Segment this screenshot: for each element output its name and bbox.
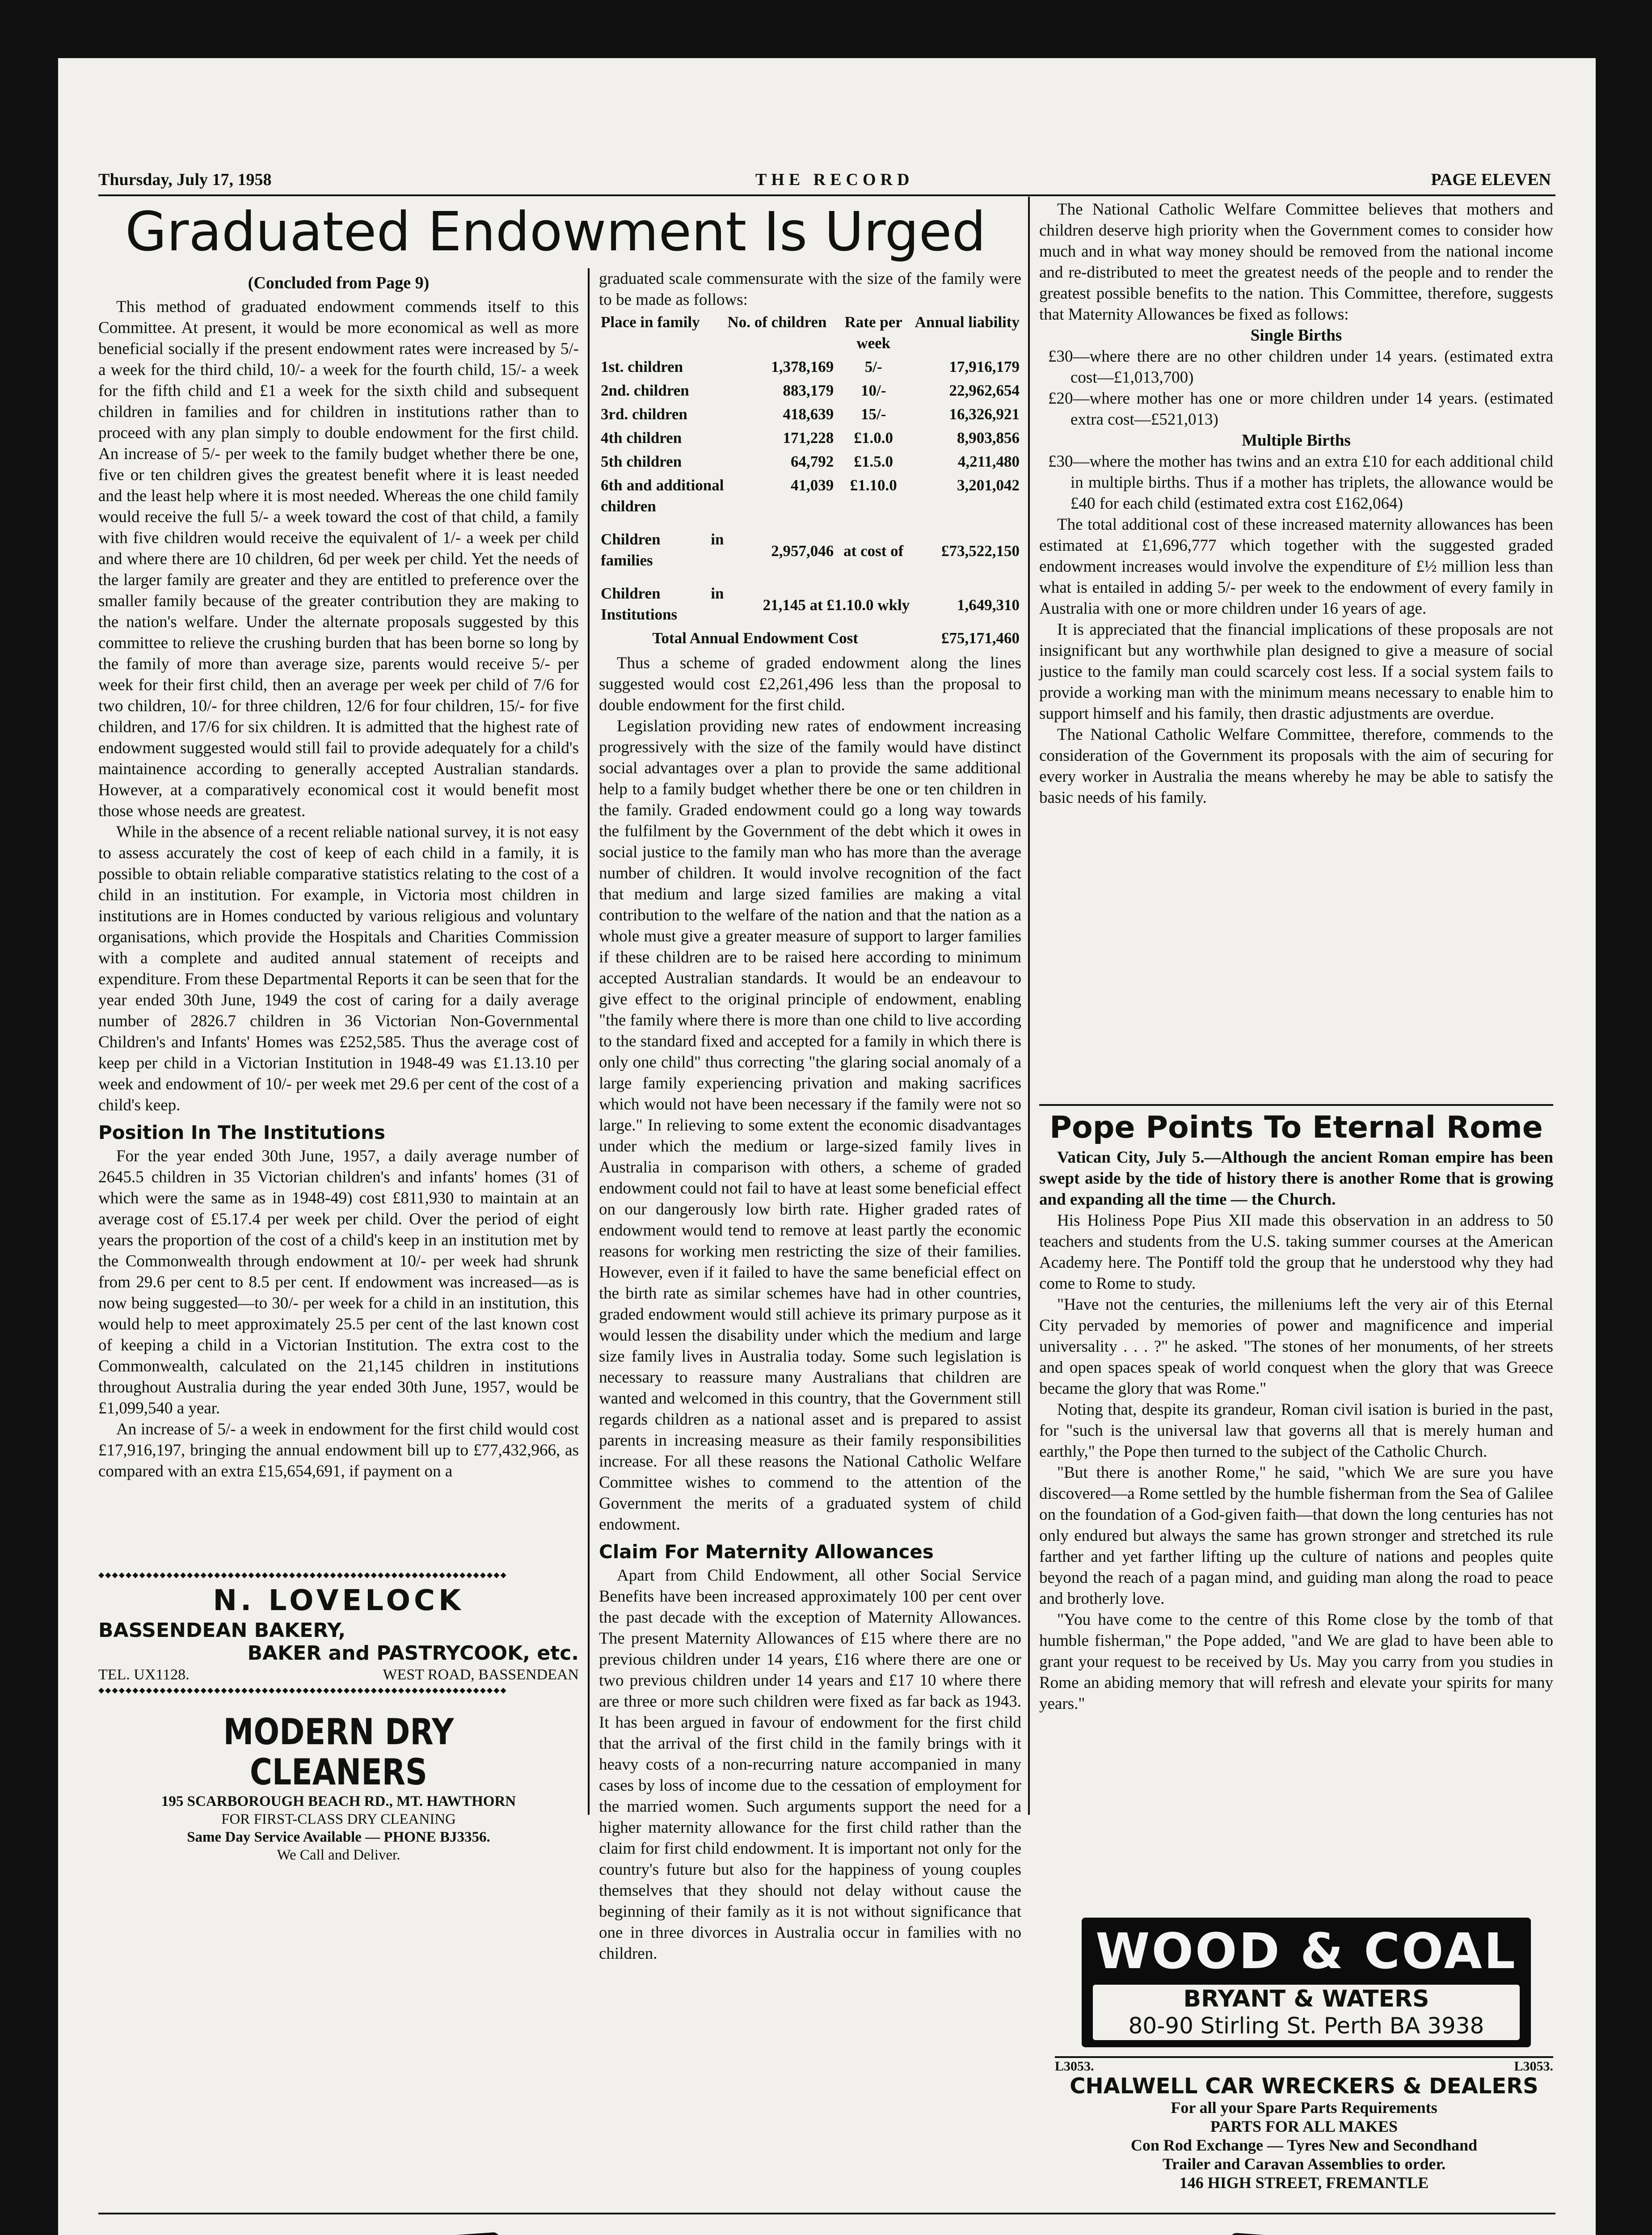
subhead-maternity: Claim For Maternity Allowances — [599, 1541, 934, 1563]
pope-lead: Vatican City, July 5.—Although the ancient Roman empire has been swept aside by the tide of history there is another Rome that is growing and expanding all the time — the Church. — [1039, 1148, 1553, 1209]
dot-border-top: ◆◆◆◆◆◆◆◆◆◆◆◆◆◆◆◆◆◆◆◆◆◆◆◆◆◆◆◆◆◆◆◆◆◆◆◆◆◆◆◆◆◆◆◆◆◆◆◆◆◆◆◆◆◆◆◆◆◆◆◆ — [98, 1569, 507, 1581]
table-cell: 17,916,179 — [949, 358, 1020, 375]
table-cell: 41,039 — [790, 477, 834, 494]
modern-address: 195 SCARBOROUGH BEACH RD., MT. HAWTHORN — [161, 1793, 516, 1809]
modern-line3: Same Day Service Available — PHONE BJ3356. — [187, 1829, 490, 1845]
paragraph: While in the absence of a recent reliable national survey, it is not easy to assess accurately the cost of keep of each child in a family, it is possible to obtain reliable comparative statistics relating to the cost of a child in an institution. For example, in Victoria most children in institutions are in Homes conducted by various religious and voluntary organisations, which provide the Hospitals and Charities Commission with a complete and audited annual statement of receipts and expenditure. From these Departmental Reports it can be seen that for the year ended 30th June, 1949 the cost of caring for a daily average number of 2826.7 children in 36 Victorian Non-Governmental Children's and Infants' Homes was £252,585. Thus the average cost of keep per child in a Victorian Institution in 1948-49 was £1.13.10 per week and endowment of 10/- per week met 29.6 per cent of the cost of a child's keep. — [98, 823, 579, 1114]
multiple-births-head: Multiple Births — [1242, 431, 1351, 450]
table-cell: Children in Institutions — [601, 585, 724, 623]
table-intro: graduated scale commensurate with the size of the family were to be made as follows: — [599, 270, 1021, 309]
lovelock-name: N. LOVELOCK — [213, 1584, 464, 1617]
newspaper-sheet — [58, 58, 1596, 2235]
paragraph: This method of graduated endowment commends itself to this Committee. At present, it would be more economical as well as more beneficial socially if the present endowment rates were increased by 5/- a week for the third child, 10/- a week for the fourth child, 15/- a week for the fifth child and £1 a week for the sixth child and subsequent children in families and for children in institutions rather than to proceed with any plan simply to double endowment for the first child. An increase of 5/- per week to the family budget whether there be one, five or ten children gives the greatest benefit where it is least needed and the least help where it is most needed. Whereas the one child family would receive the full 5/- a week toward the cost of that child, a family with five children would receive the equivalent of 1/- a week per child and where there are 10 children, 6d per week per child. Yet the needs of the larger family are greater and they are entitled to preference over the smaller family because of the greater contribution they are making to the nation's welfare. Under the alternate proposals suggested by this committee to relieve the crushing burden that has been borne so long by the family of more than average size, parents would receive 5/- per week for their first child, then an average per week per child of 7/6 for two children, 10/- for three children, 12/6 for four children, 15/- for five children, and 17/6 for six children. It is admitted that the highest rate of endowment suggested would still fail to provide adequately for a child's maintainence according to generally accepted Australian standards. However, at a comparatively economical cost it would benefit most those whose needs are greatest. — [98, 298, 579, 820]
lovelock-line1: BASSENDEAN BAKERY, — [98, 1619, 346, 1642]
table-row-total — [599, 626, 1021, 650]
table-header-row — [599, 310, 1021, 355]
table-header: Rate per week — [844, 313, 902, 352]
table-cell: £1.10.0 — [850, 477, 897, 494]
single-births-head: Single Births — [1250, 326, 1342, 345]
table-cell: 10/- — [861, 382, 886, 399]
paragraph: His Holiness Pope Pius XII made this observation in an address to 50 teachers and students from the U.S. taking summer courses at the American Academy here. The Pontiff told the group that he understood why they had come to Rome to study. — [1039, 1211, 1553, 1293]
pope-headline: Pope Points To Eternal Rome — [1049, 1110, 1543, 1145]
concluded-note: (Concluded from Page 9) — [248, 274, 430, 292]
table-cell: £73,522,150 — [941, 542, 1020, 560]
modern-line2: FOR FIRST-CLASS DRY CLEANING — [221, 1811, 456, 1827]
lovelock-ad — [98, 1569, 579, 1703]
paragraph: Apart from Child Endowment, all other Social Service Benefits have been increased approximately 100 per cent over the past decade with the exception of Maternity Allowances. The present Maternity Allowances of £15 where there are no previous children under 14 years, £16 where there are one or two previous children under 14 years and £17 10 where there are three or more such children were fixed as far back as 1943. It has been argued in favour of endowment for the first child that the arrival of the first child in the family brings with it heavy costs of a non-recurring nature accompanied in many cases by loss of income due to the cessation of employment for the married women. Such arguments support the need for a higher maternity allowance for the first child rather than the claim for first child endowment. It is important not only for the country's future but also for the happiness of young couples themselves that they should not delay without cause the beginning of their family as it is not without significance that one in three divorces in Australia occur in families with no children. — [599, 1566, 1021, 1963]
paragraph: The National Catholic Welfare Committee, therefore, commends to the consideration of the Government its proposals with the aim of securing for every worker in Australia the means whereby he may be able to satisfy the basic needs of his family. — [1039, 725, 1553, 807]
dot-border-bottom: ◆◆◆◆◆◆◆◆◆◆◆◆◆◆◆◆◆◆◆◆◆◆◆◆◆◆◆◆◆◆◆◆◆◆◆◆◆◆◆◆◆◆◆◆◆◆◆◆◆◆◆◆◆◆◆◆◆◆◆◆ — [98, 1685, 507, 1696]
table-cell: 1,649,310 — [957, 596, 1020, 614]
wood-title: WOOD & COAL — [1096, 1923, 1517, 1980]
table-cell: 5/- — [864, 358, 882, 375]
chalwell-ad — [1055, 2056, 1553, 2204]
table-cell: 3rd. children — [601, 405, 687, 423]
paragraph: An increase of 5/- a week in endowment for the first child would cost £17,916,197, bringing the annual endowment bill up to £77,432,966, as compared with an extra £15,654,691, if payment on a — [98, 1420, 579, 1480]
table-cell: 16,326,921 — [949, 405, 1020, 423]
table-cell: 4th children — [601, 429, 682, 447]
table-cell: 1st. children — [601, 358, 683, 375]
paragraph: The National Catholic Welfare Committee believes that mothers and children deserve high priority when the Government comes to consider how much and in what way money should be removed from the national income and re-distributed to meet the greatest needs of the people and to render the greatest possible benefits to the nation. This Committee, therefore, suggests that Maternity Allowances be fixed as follows: — [1039, 200, 1553, 324]
table-cell: 64,792 — [790, 453, 834, 470]
multiple-birth-item: £30—where the mother has twins and an extra £10 for each additional child in multiple births. Thus if a mother has triplets, the allowance would be £40 for each child (estimated extra cost £162,064) — [1048, 452, 1553, 513]
table-cell: at cost of — [843, 542, 904, 560]
table-cell: Children in families — [601, 531, 724, 569]
paragraph: "Have not the centuries, the milleniums left the very air of this Eternal City pervaded by memories of power and magnificence and imperial universality . . . ?" he asked. "The stones of her monuments, of her streets and open spaces speak of world conquest when the glory that was Greece became the glory that was Rome." — [1039, 1295, 1553, 1398]
table-header: Place in family — [601, 313, 700, 331]
table-row — [599, 473, 1021, 518]
endowment-table — [599, 310, 1021, 650]
modern-name: MODERN DRY CLEANERS — [223, 1711, 454, 1793]
column-2 — [599, 268, 1021, 1963]
table-cell: £75,171,460 — [941, 629, 1020, 647]
table-header: Annual liability — [914, 313, 1020, 331]
lovelock-tel: TEL. UX1128. — [98, 1666, 190, 1683]
paragraph: "But there is another Rome," he said, "which We are sure you have discovered—a Rome settled by the humble fisherman from the Sea of Galilee on the foundation of a God-given faith—that down the long centuries has not only endured but always the same has grown stronger and stretched its rule farther and yet farther lifting up the culture of nations and peoples quite beyond the reach of a pagan mind, and guiding man along the road to peace and brotherly love. — [1039, 1463, 1553, 1608]
chalwell-line2: PARTS FOR ALL MAKES — [1210, 2117, 1398, 2135]
column-1 — [98, 273, 579, 1556]
table-cell: 418,639 — [783, 405, 834, 423]
chalwell-line1: For all your Spare Parts Requirements — [1171, 2099, 1437, 2117]
single-birth-item: £20—where mother has one or more children under 14 years. (estimated extra cost—£521,013) — [1048, 389, 1553, 429]
parkers-top-rule — [98, 2213, 1555, 2214]
table-cell: £1.5.0 — [854, 453, 893, 470]
paragraph: It is appreciated that the financial implications of these proposals are not insignificant but any worthwhile plan designed to give a measure of social justice to the family man could scarcely cost less. If a social system fails to provide a working man with the minimum means necessary to enable him to support himself and his family, then drastic adjustments are overdue. — [1039, 620, 1553, 723]
lovelock-address: WEST ROAD, BASSENDEAN — [383, 1666, 579, 1683]
table-cell: 3,201,042 — [957, 477, 1020, 494]
masthead-date: Thursday, July 17, 1958 — [98, 170, 272, 189]
masthead — [98, 170, 1551, 197]
table-cell: 1,378,169 — [771, 358, 834, 375]
column-3 — [1039, 199, 1553, 1097]
chalwell-phone-right: L3053. — [1514, 2059, 1553, 2074]
table-cell: 21,145 at £1.10.0 wkly — [763, 596, 910, 614]
chalwell-line5: 146 HIGH STREET, FREMANTLE — [1179, 2174, 1429, 2192]
table-row-institutions — [599, 572, 1021, 626]
modern-line4: We Call and Deliver. — [277, 1847, 400, 1863]
lovelock-line2: BAKER and PASTRYCOOK, etc. — [247, 1642, 579, 1665]
table-cell: 2,957,046 — [771, 542, 834, 560]
masthead-page: PAGE ELEVEN — [1431, 170, 1551, 189]
table-row — [599, 379, 1021, 402]
wood-name: BRYANT & WATERS — [1183, 1986, 1429, 2012]
chalwell-name: CHALWELL CAR WRECKERS & DEALERS — [1070, 2074, 1538, 2099]
table-cell: Total Annual Endowment Cost — [652, 629, 858, 647]
paragraph: Thus a scheme of graded endowment along the lines suggested would cost £2,261,496 less than the proposal to double endowment for the first child. — [599, 654, 1021, 714]
paragraph: Legislation providing new rates of endowment increasing progressively with the size of the family would have distinct social advantages over a plan to provide the same additional help to a family budget whether there be one or ten children in the family. Graded endowment could go a long way towards the fulfilment by the Government of the debt which it owes in social justice to the family man who has more than the average number of children. It would involve recognition of the fact that medium and large sized families are making a vital contribution to the welfare of the nation and that the nation as a whole must give a greater measure of support to larger families if these children are to be raised here according to minimum accepted Australian standards. It would be an endeavour to give effect to the original principle of endowment, enabling "the family where there is more than one child to live according to the standard fixed and accepted for a family in which there is only one child" thus correcting "the glaring social anomaly of a large family experiencing privation and making sacrifices which would not have been necessary if the family were not so large." In relieving to some extent the economic disadvantages under which the medium or large-sized family lives in Australia in comparison with others, a scheme of graded endowment could not fail to have at least some beneficial effect on our dangerously low birth rate. Higher graded rates of endowment would tend to remove at least partly the economic reasons for working men restricting the size of their families. However, even if it failed to have the same beneficial effect on the birth rate as similar schemes have had in other countries, graded endowment would still achieve its primary purpose as it would lessen the disability under which the medium and large size family lives in Australia today. Some such legislation is necessary to reassure many Australians that children are wanted and welcomed in this country, that the Government still regards children as a national asset and is prepared to assist parents in increasing measure as their family responsibilities increase. For all these reasons the National Catholic Welfare Committee wishes to commend to the attention of the Government the merits of a graduated system of child endowment. — [599, 717, 1021, 1534]
table-row — [599, 450, 1021, 473]
modern-dry-cleaners-ad — [98, 1711, 579, 1863]
table-row — [599, 355, 1021, 379]
table-cell: 4,211,480 — [957, 453, 1020, 470]
column-rule-2 — [1028, 197, 1030, 1815]
table-cell: 6th and additional children — [601, 477, 724, 515]
table-cell: 171,228 — [783, 429, 834, 447]
chalwell-line3: Con Rod Exchange — Tyres New and Secondhand — [1130, 2136, 1478, 2154]
parkers-right-badge — [1219, 2233, 1560, 2235]
masthead-rule — [98, 194, 1555, 196]
column-rule-1 — [588, 268, 590, 1815]
table-row — [599, 426, 1021, 450]
masthead-paper: THE RECORD — [755, 170, 914, 189]
table-cell: £1.0.0 — [854, 429, 893, 447]
table-header: No. of children — [727, 313, 827, 331]
single-birth-item: £30—where there are no other children under 14 years. (estimated extra cost—£1,013,700) — [1048, 347, 1553, 387]
wood-address: 80-90 Stirling St. Perth BA 3938 — [1128, 2013, 1484, 2039]
wood-coal-ad — [1082, 1918, 1531, 2047]
table-row-families — [599, 518, 1021, 572]
pope-top-rule — [1039, 1104, 1553, 1106]
parkers-left-badge — [151, 2232, 510, 2235]
table-cell: 15/- — [861, 405, 886, 423]
paragraph: For the year ended 30th June, 1957, a daily average number of 2645.5 children in 35 Victorian children's and infants' homes (31 of which were the same as in 1948-49) cost £811,930 to maintain at an average cost of £5.17.4 per week per child. Over the period of eight years the proportion of the cost of a child's keep in an institution met by the Commonwealth through endowment at 10/- per week had shrunk from 29.6 per cent to 8.5 per cent. If endowment was increased—as is now being suggested—to 30/- per week for a child in an institution, this would help to meet approximately 25.5 per cent of the last known cost of keeping a child in a Victorian Institution. The extra cost to the Commonwealth, calculated on the 21,145 children in institutions throughout Australia during the year ended 30th June, 1957, would be £1,099,540 a year. — [98, 1147, 579, 1417]
wood-inner-panel — [1093, 1985, 1520, 2040]
paragraph: Noting that, despite its grandeur, Roman civil isation is buried in the past, for "such is the universal law that governs all that is merely human and earthly," the Pope then turned to the subject of the Catholic Church. — [1039, 1400, 1553, 1461]
chalwell-line4: Trailer and Caravan Assemblies to order. — [1162, 2155, 1446, 2173]
table-row — [599, 402, 1021, 426]
table-cell: 22,962,654 — [949, 382, 1020, 399]
table-cell: 8,903,856 — [957, 429, 1020, 447]
paragraph: "You have come to the centre of this Rome close by the tomb of that humble fisherman," the Pope added, "and We are glad to have been able to grant your request to be received by Us. May you carry from you studies in Rome an abiding memory that will refresh and elevate your spirits for many years." — [1039, 1611, 1553, 1713]
subhead-institutions: Position In The Institutions — [98, 1122, 385, 1143]
pope-article — [1039, 1109, 1553, 1913]
chalwell-phone-left: L3053. — [1055, 2059, 1094, 2074]
table-cell: 2nd. children — [601, 382, 689, 399]
paragraph: The total additional cost of these increased maternity allowances has been estimated at £1,696,777 which together with the suggested graded endowment increases would involve the expenditure of £½ million less than what is entailed in adding 5/- per week to the endowment of every family in Australia with one or more children under 16 years of age. — [1039, 515, 1553, 618]
table-cell: 5th children — [601, 453, 682, 470]
main-headline: Graduated Endowment Is Urged — [125, 201, 986, 263]
table-cell: 883,179 — [783, 382, 834, 399]
